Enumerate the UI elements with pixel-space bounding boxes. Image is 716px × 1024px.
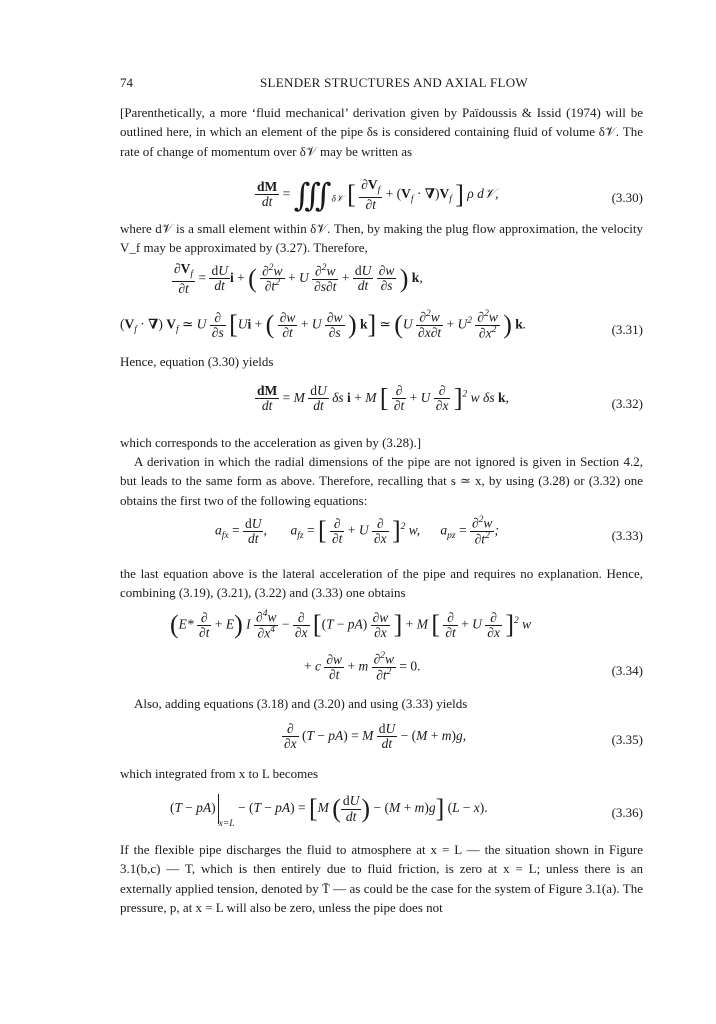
paragraph-parenthetical: [Parenthetically, a more ‘fluid mechanical’ derivation given by Païdoussis & Issid (1974) will be outlined here, in which an element of the pipe δs is considered containing fluid of volume δ𝒱. The rate of change of momentum over δ𝒱 may be written as: [120, 105, 643, 159]
paragraph-integrated: which integrated from x to L becomes: [120, 766, 319, 781]
equation-number: (3.30): [611, 190, 643, 205]
equation-3-36: $(T - pA)_{x=L} - (T - pA) = [M$ ( $\frac{dU}{dt}$ ) − (M + m)g] (L − x). (3.36): [170, 793, 643, 829]
page-number: 74: [120, 75, 133, 90]
equation-number: (3.36): [611, 805, 643, 820]
equation-number: (3.31): [611, 322, 643, 337]
equation-3-30: $\frac{dM}{dt}$ = $∭_{\delta 𝒱}$ [ $\frac{\partial V_f}{\partial t}$ + $(V_f \cdot \nabla)V_f$ ] ρ d𝒱, (3.30): [257, 176, 643, 213]
equation-3-35: $\frac{\partial}{\partial x}$ (T − pA) = M $\frac{dU}{dt}$ − (M + m)g, (3.35): [284, 721, 643, 752]
equation-3-34-line-1: (E* $\frac{\partial}{\partial t}$ + E) I $\frac{\partial^4w}{\partial x^4}$ − $\frac{\partial}{\partial x}$ [(T − pA) $\frac{\partial w}{\partial x}$ ] + M [ $\frac{\partial}{\partial t}$ + U $\frac{\partial}{\partial x}$ ]$^2$ w: [170, 609, 532, 641]
paragraph-corresponds: which corresponds to the acceleration as given by (3.28).]: [120, 435, 422, 450]
equation-number: (3.32): [611, 396, 643, 411]
paragraph-plug-flow: where d𝒱 is a small element within δ𝒱. Then, by making the plug flow approximation, the velocity V_f may be approximated by (3.27). Therefore,: [120, 221, 643, 256]
equation-3-31-line-2: ($V_f$ · ∇) $V_f$ ≃ U $\frac{\partial}{\partial s}$ [Ui + ( $\frac{\partial w}{\partial t}$ + U $\frac{\partial w}{\partial s}$ ) k] ≃ (U $\frac{\partial^2w}{\partial x\partial t}$ + $U^2$ $\frac{\partial^2w}{\partial x^2}$ ) k. (3.31): [120, 309, 643, 341]
equation-3-32: $\frac{dM}{dt}$ = M $\frac{dU}{dt}$ δs i + M [ $\frac{\partial}{\partial t}$ + U $\frac{\partial}{\partial x}$ ]$^2$ w δs k, (3.32): [257, 383, 643, 414]
running-title: SLENDER STRUCTURES AND AXIAL FLOW: [260, 75, 528, 90]
equation-3-34-line-2: + c $\frac{\partial w}{\partial t}$ + m $\frac{\partial^2w}{\partial t^2}$ = 0. (3.34): [304, 651, 643, 683]
paragraph-flexible-pipe: If the flexible pipe discharges the fluid to atmosphere at x = L — the situation shown in Figure 3.1(b,c) — T, which is then entirely due to fluid friction, is zero at x = L; unless there is an externally applied tension, denoted by T̄ — as could be the case for the system of Figure 3.1(a). The pressure, p, at x = L will also be zero, unless the pipe does not: [120, 842, 643, 915]
paragraph-radial-dimensions: A derivation in which the radial dimensions of the pipe are not ignored is given in Section 4.2, but leads to the same form as above. Therefore, recalling that s ≃ x, by using (3.28) or (3.32) one obtains the first two of the following equations:: [120, 454, 643, 508]
equation-3-33: $a_{fx}$ = $\frac{dU}{dt}$ , $a_{fz}$ = [ $\frac{\partial}{\partial t}$ + U $\frac{\partial}{\partial x}$ ]$^2$ w, $a_{pz}$ = $\frac{\partial^2w}{\partial t^2}$ ; (3.33): [215, 515, 643, 547]
paragraph-lateral-acceleration: the last equation above is the lateral acceleration of the pipe and requires no explanation. Hence, combining (3.19), (3.21), (3.22) and (3.33) one obtains: [120, 566, 643, 601]
paragraph-adding-equations: Also, adding equations (3.18) and (3.20) and using (3.33) yields: [134, 696, 468, 711]
equation-number: (3.34): [611, 663, 643, 678]
paragraph-hence: Hence, equation (3.30) yields: [120, 354, 274, 369]
equation-3-31-line-1: $\frac{\partial V_f}{\partial t}$ = $\frac{dU}{dt}$ i + ( $\frac{\partial^2w}{\partial t^2}$ + U $\frac{\partial^2w}{\partial s\partial t}$ + $\frac{dU}{dt}$ $\frac{\partial w}{\partial s}$ ) k,: [174, 261, 423, 296]
equation-number: (3.33): [611, 528, 643, 543]
equation-number: (3.35): [611, 732, 643, 747]
